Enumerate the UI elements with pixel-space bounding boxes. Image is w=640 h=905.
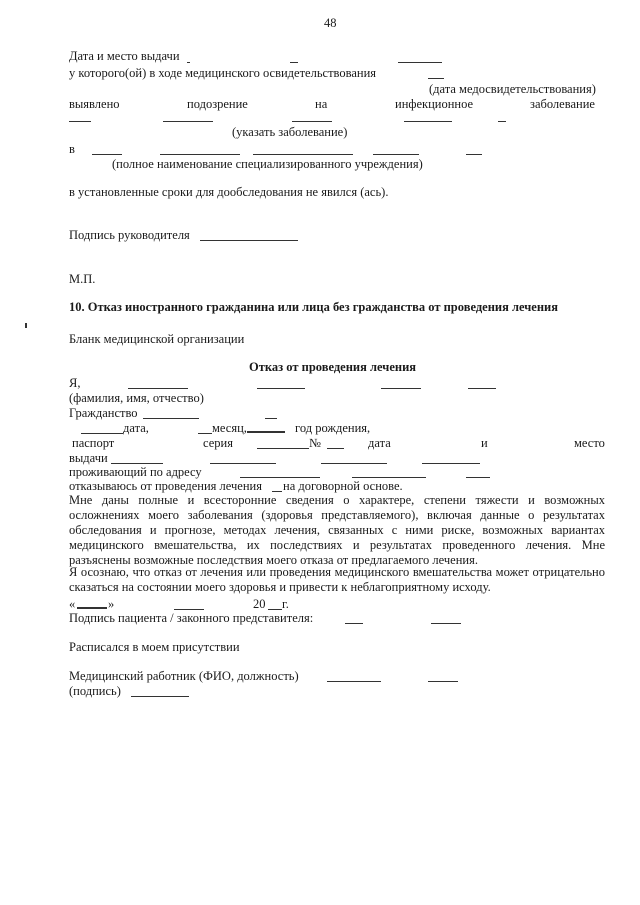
fill-line xyxy=(257,388,305,389)
fill-line xyxy=(128,388,188,389)
quote-open: « xyxy=(69,597,76,611)
suspicion-word: подозрение xyxy=(187,97,248,111)
disease-hint: (указать заболевание) xyxy=(232,125,348,139)
fill-line xyxy=(398,62,442,63)
exam-date-hint: (дата медосвидетельствования) xyxy=(429,82,596,96)
medical-worker-label: Медицинский работник (ФИО, должность) xyxy=(69,669,299,683)
fill-line xyxy=(292,121,332,122)
fill-line xyxy=(198,433,212,434)
i-word: Я, xyxy=(69,376,81,390)
fill-line xyxy=(265,418,277,419)
fill-line xyxy=(240,477,320,478)
issue-date-place-label: Дата и место выдачи xyxy=(69,49,180,63)
year-line xyxy=(268,609,282,610)
number-sign: № xyxy=(309,436,321,450)
on-word: на xyxy=(315,97,328,111)
fill-line xyxy=(468,388,496,389)
patient-signature-label: Подпись пациента / законного представителя: xyxy=(69,611,314,625)
blank-label: Бланк медицинской организации xyxy=(69,332,245,346)
who-during-exam-text: у которого(ой) в ходе медицинского освидетельствования xyxy=(69,66,377,80)
fill-line xyxy=(373,154,419,155)
section-title: 10. Отказ иностранного гражданина или лица без гражданства от проведения лечения xyxy=(69,300,559,314)
fill-line xyxy=(428,78,444,79)
signed-presence-text: Расписался в моем присутствии xyxy=(69,640,240,654)
stamp-label: М.П. xyxy=(69,272,96,286)
fill-line xyxy=(498,121,506,122)
facility-hint: (полное наименование специализированного учреждения) xyxy=(112,157,423,171)
month-word: месяц, xyxy=(212,421,247,435)
fill-line xyxy=(327,681,381,682)
fill-line xyxy=(272,491,282,492)
date-word: дата, xyxy=(123,421,149,435)
infectious-word: инфекционное xyxy=(395,97,474,111)
consequences-paragraph: Я осознаю, что отказ от лечения или проведения медицинского вмешательства может отрицательно сказаться на состоянии моего здоровья и привести к неблагоприятному исходу. xyxy=(69,565,605,594)
form-title: Отказ от проведения лечения xyxy=(249,360,417,374)
residing-label: проживающий по адресу xyxy=(69,465,202,479)
month-line xyxy=(174,609,204,610)
series-word: серия xyxy=(203,436,233,450)
day-line xyxy=(77,607,107,609)
signature-line xyxy=(345,623,363,624)
fill-line xyxy=(253,154,353,155)
signature-hint: (подпись) xyxy=(69,684,121,698)
fill-line xyxy=(92,154,122,155)
passport-word: паспорт xyxy=(72,436,115,450)
fill-line xyxy=(466,477,490,478)
fill-line xyxy=(81,433,123,434)
disease-word: заболевание xyxy=(530,97,595,111)
info-paragraph: Мне даны полные и всесторонние сведения о характере, степени тяжести и возможных осложнениях моего заболевания (здоровья представляемого), включая данные о результатах обследования и прогнозе, методах лечения, связанных с ними риске, возможных вариантах медицинского вмешательства, их последствиях и результатах проведенного лечения. Мне разъяснены возможные последствия моего отказа от предлагаемого лечения. xyxy=(69,493,605,567)
signature-line xyxy=(131,696,189,697)
fill-line xyxy=(163,121,213,122)
not-appeared-text: в установленные сроки для дообследования не явился (ась). xyxy=(69,185,389,199)
fill-line xyxy=(327,448,344,449)
head-signature-label: Подпись руководителя xyxy=(69,228,190,242)
fio-hint: (фамилия, имя, отчество) xyxy=(69,391,204,405)
fill-line xyxy=(69,121,91,122)
fill-line xyxy=(210,463,276,464)
date-word-2: дата xyxy=(368,436,391,450)
fill-line xyxy=(247,431,285,433)
fill-line xyxy=(428,681,458,682)
fill-line xyxy=(321,463,387,464)
refuse-suffix: на договорной основе. xyxy=(283,479,403,493)
fill-line xyxy=(143,418,199,419)
year-prefix: 20 xyxy=(253,597,266,611)
fill-line xyxy=(422,463,480,464)
fill-line xyxy=(466,154,482,155)
signature-line xyxy=(431,623,461,624)
issued-word: выдачи xyxy=(69,451,108,465)
margin-mark xyxy=(25,323,27,328)
fill-line xyxy=(381,388,421,389)
in-word: в xyxy=(69,142,75,156)
fill-line xyxy=(160,154,240,155)
year-birth-word: год рождения, xyxy=(295,421,371,435)
fill-line xyxy=(187,62,190,63)
fill-line xyxy=(404,121,452,122)
page-number: 48 xyxy=(324,16,337,30)
signature-line xyxy=(200,240,298,241)
revealed-word: выявлено xyxy=(69,97,120,111)
refuse-prefix: отказываюсь от проведения лечения xyxy=(69,479,262,493)
quote-close: » xyxy=(108,597,115,611)
fill-line xyxy=(257,448,309,449)
fill-line xyxy=(352,477,426,478)
fill-line xyxy=(111,463,163,464)
place-word: место xyxy=(574,436,605,450)
year-suffix: г. xyxy=(282,597,289,611)
fill-line xyxy=(290,62,298,63)
citizenship-label: Гражданство xyxy=(69,406,138,420)
and-word: и xyxy=(481,436,488,450)
